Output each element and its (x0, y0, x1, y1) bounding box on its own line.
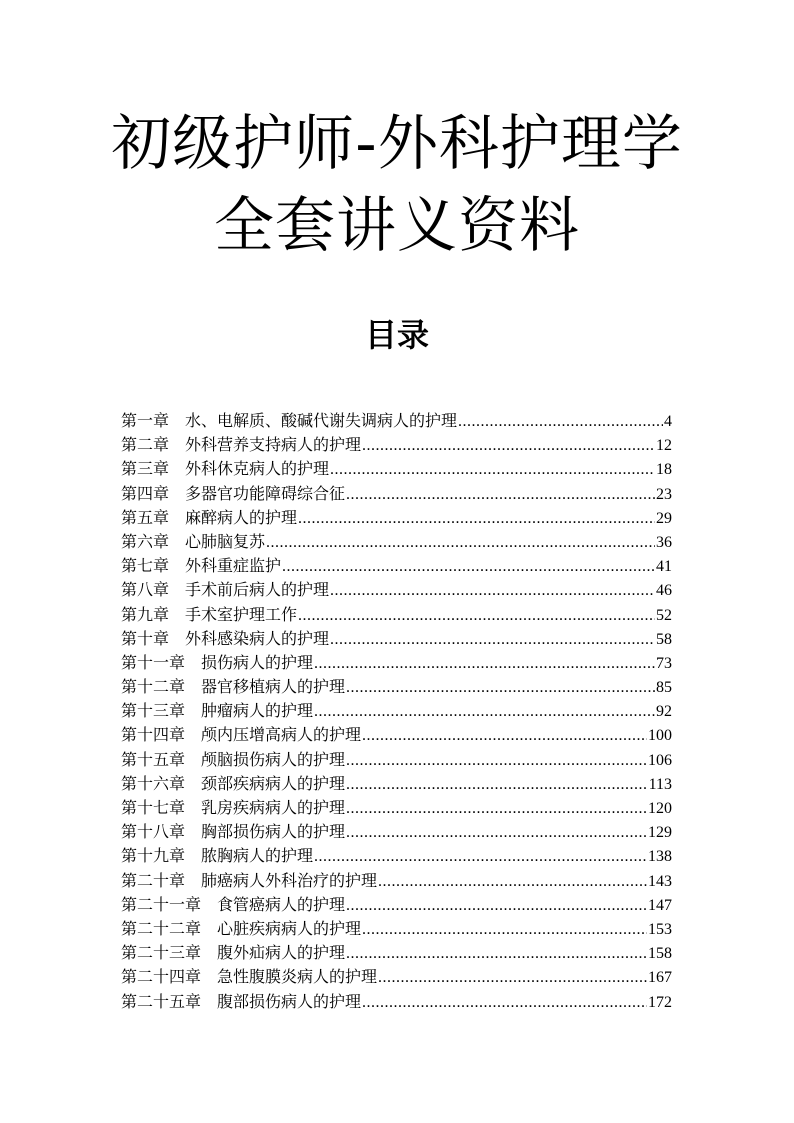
toc-chapter-label: 第十八章 (121, 822, 186, 842)
toc-chapter-title: 胸部损伤病人的护理 (201, 822, 346, 842)
toc-chapter-title: 手术前后病人的护理 (185, 580, 330, 600)
toc-page-number: 113 (648, 775, 672, 793)
document-title-line-2: 全套讲义资料 (214, 191, 580, 261)
toc-chapter-label: 第二十五章 (121, 991, 202, 1011)
toc-dot-leader (346, 942, 647, 966)
toc-heading: 目录 (364, 316, 429, 354)
toc-dot-leader (362, 991, 647, 1015)
toc-page-number: 18 (656, 461, 672, 479)
toc-entry[interactable] (121, 433, 672, 457)
toc-chapter-label: 第十章 (121, 628, 170, 648)
toc-entry[interactable] (121, 941, 672, 965)
toc-page-number: 129 (648, 824, 672, 842)
toc-chapter-label: 第十一章 (121, 652, 186, 672)
toc-chapter-title: 腹部损伤病人的护理 (217, 991, 362, 1011)
toc-chapter-label: 第十二章 (121, 677, 186, 697)
toc-page-number: 73 (656, 654, 672, 672)
toc-dot-leader (330, 458, 655, 482)
toc-entry[interactable] (121, 990, 672, 1014)
toc-entry[interactable] (121, 457, 672, 481)
toc-dot-leader (346, 894, 647, 918)
toc-chapter-title: 器官移植病人的护理 (201, 677, 346, 697)
toc-chapter-label: 第二十三章 (121, 943, 202, 963)
toc-dot-leader (346, 749, 647, 773)
toc-chapter-label: 第二十二章 (121, 918, 202, 938)
toc-dot-leader (346, 773, 648, 797)
toc-chapter-label: 第二十章 (121, 870, 186, 890)
toc-chapter-label: 第十三章 (121, 701, 186, 721)
toc-entry[interactable] (121, 844, 672, 868)
toc-chapter-label: 第七章 (121, 556, 170, 576)
toc-page-number: 46 (656, 582, 672, 600)
toc-chapter-title: 外科休克病人的护理 (185, 459, 330, 479)
toc-chapter-title: 颅内压增高病人的护理 (201, 725, 362, 745)
toc-chapter-title: 肺癌病人外科治疗的护理 (201, 870, 378, 890)
toc-page-number: 153 (648, 920, 672, 938)
toc-chapter-title: 外科营养支持病人的护理 (185, 435, 362, 455)
toc-page-number: 58 (656, 630, 672, 648)
toc-chapter-title: 心肺脑复苏 (185, 531, 266, 551)
toc-chapter-title: 食管癌病人的护理 (217, 894, 346, 914)
toc-page-number: 12 (656, 437, 672, 455)
toc-dot-leader (346, 821, 647, 845)
document-title-line-1: 初级护师-外科护理学 (111, 109, 683, 179)
toc-chapter-label: 第十九章 (121, 846, 186, 866)
toc-chapter-label: 第十四章 (121, 725, 186, 745)
toc-dot-leader (266, 531, 655, 555)
toc-entry[interactable] (121, 917, 672, 941)
toc-page-number: 158 (648, 945, 672, 963)
toc-dot-leader (330, 628, 655, 652)
toc-dot-leader (458, 410, 663, 434)
toc-entry[interactable] (121, 675, 672, 699)
toc-page-number: 143 (648, 872, 672, 890)
toc-chapter-label: 第十七章 (121, 798, 186, 817)
toc-chapter-label: 第一章 (121, 411, 170, 430)
toc-page-number: 172 (648, 993, 672, 1011)
toc-dot-leader (298, 604, 655, 628)
toc-entry[interactable] (121, 820, 672, 844)
toc-page-number: 167 (648, 969, 672, 987)
toc-entry[interactable] (121, 482, 672, 506)
toc-page-number: 29 (656, 509, 672, 527)
toc-dot-leader (314, 845, 647, 869)
toc-dot-leader (314, 652, 655, 676)
toc-entry[interactable] (121, 530, 672, 554)
toc-dot-leader (362, 434, 655, 458)
toc-chapter-label: 第四章 (121, 483, 170, 503)
toc-dot-leader (330, 579, 655, 603)
toc-chapter-title: 多器官功能障碍综合征 (185, 483, 346, 503)
toc-chapter-title: 脓胸病人的护理 (201, 846, 314, 866)
toc-entry[interactable] (121, 627, 672, 651)
toc-entry[interactable] (121, 578, 672, 602)
toc-page-number: 23 (656, 485, 672, 503)
toc-entry[interactable] (121, 869, 672, 893)
toc-entry[interactable] (121, 796, 672, 820)
toc-chapter-label: 第十五章 (121, 749, 186, 769)
toc-entry[interactable] (121, 554, 672, 578)
table-of-contents (121, 409, 672, 1014)
toc-chapter-title: 颅脑损伤病人的护理 (201, 749, 346, 769)
toc-page-number: 52 (656, 606, 672, 624)
toc-page-number: 85 (656, 679, 672, 697)
toc-chapter-label: 第三章 (121, 459, 170, 479)
toc-entry[interactable] (121, 603, 672, 627)
toc-dot-leader (282, 555, 655, 579)
toc-chapter-title: 损伤病人的护理 (201, 652, 314, 672)
toc-chapter-label: 第二章 (121, 435, 170, 455)
toc-chapter-title: 颈部疾病病人的护理 (201, 773, 346, 793)
toc-chapter-label: 第二十四章 (121, 967, 202, 987)
toc-chapter-title: 外科重症监护 (185, 556, 282, 576)
toc-chapter-title: 水、电解质、酸碱代谢失调病人的护理 (185, 411, 458, 430)
toc-page-number: 41 (656, 558, 672, 576)
toc-chapter-label: 第六章 (121, 531, 170, 551)
toc-chapter-title: 腹外疝病人的护理 (217, 943, 346, 963)
toc-page-number: 120 (648, 800, 672, 817)
toc-entry[interactable] (121, 893, 672, 917)
toc-dot-leader (378, 870, 647, 894)
toc-entry[interactable] (121, 506, 672, 530)
toc-entry[interactable] (121, 772, 672, 796)
toc-entry[interactable] (121, 748, 672, 772)
toc-page-number: 100 (648, 727, 672, 745)
toc-chapter-title: 急性腹膜炎病人的护理 (217, 967, 378, 987)
toc-dot-leader (346, 676, 655, 700)
toc-entry[interactable] (121, 651, 672, 675)
toc-page-number: 92 (656, 703, 672, 721)
toc-entry[interactable] (121, 699, 672, 723)
toc-page-number: 4 (664, 413, 672, 430)
toc-chapter-title: 外科感染病人的护理 (185, 628, 330, 648)
toc-chapter-title: 肿瘤病人的护理 (201, 701, 314, 721)
toc-chapter-label: 第十六章 (121, 773, 186, 793)
toc-dot-leader (314, 700, 655, 724)
toc-chapter-label: 第二十一章 (121, 894, 202, 914)
toc-page-number: 106 (648, 751, 672, 769)
toc-chapter-title: 心脏疾病病人的护理 (217, 918, 362, 938)
toc-entry[interactable] (121, 723, 672, 747)
toc-page-number: 138 (648, 848, 672, 866)
toc-page-number: 147 (648, 896, 672, 914)
toc-dot-leader (378, 966, 647, 990)
toc-entry[interactable] (121, 409, 672, 433)
toc-dot-leader (346, 797, 647, 821)
toc-chapter-label: 第五章 (121, 507, 170, 527)
toc-dot-leader (346, 483, 655, 507)
toc-dot-leader (362, 724, 647, 748)
toc-chapter-label: 第八章 (121, 580, 170, 600)
toc-chapter-title: 麻醉病人的护理 (185, 507, 298, 527)
toc-chapter-label: 第九章 (121, 604, 170, 624)
toc-dot-leader (298, 507, 655, 531)
toc-page-number: 36 (656, 533, 672, 551)
toc-dot-leader (362, 918, 647, 942)
toc-entry[interactable] (121, 965, 672, 989)
toc-chapter-title: 手术室护理工作 (185, 604, 298, 624)
toc-chapter-title: 乳房疾病病人的护理 (201, 798, 346, 817)
